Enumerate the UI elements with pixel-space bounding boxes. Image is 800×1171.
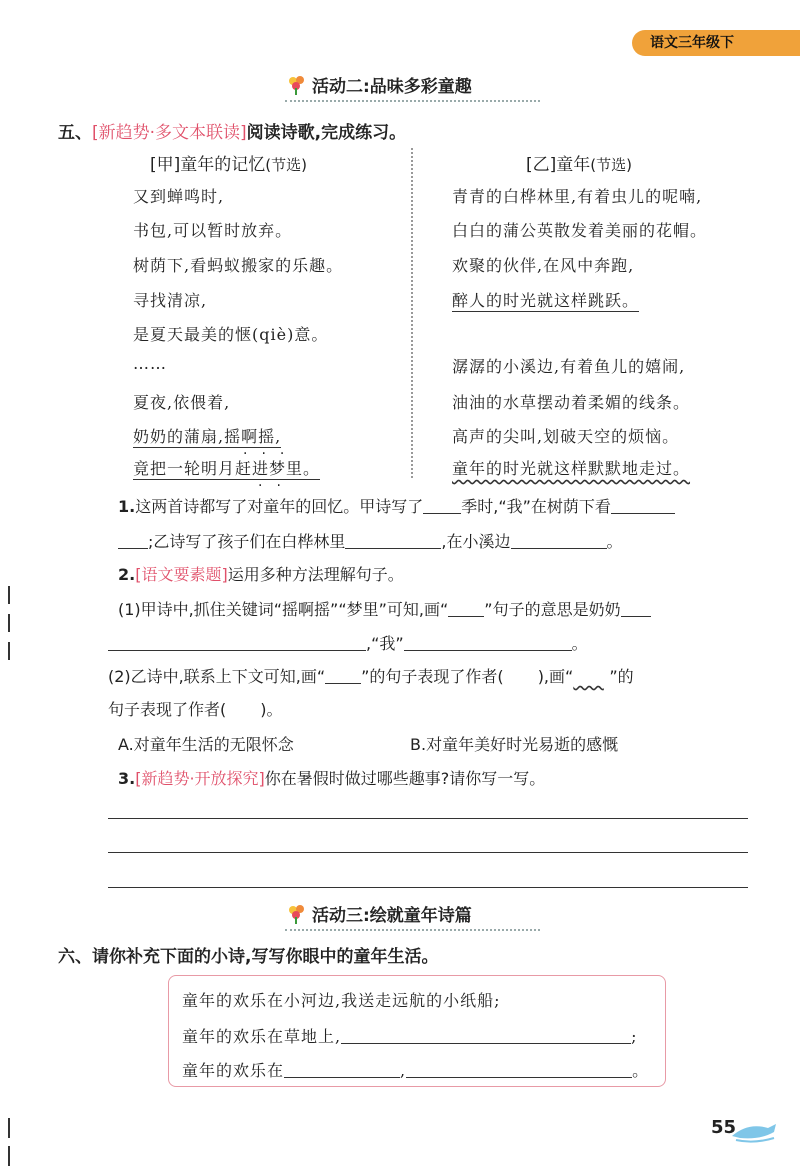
answer-blank[interactable] [511,532,607,549]
answer-blank[interactable] [611,497,675,514]
poem-a-line: 又到蝉鸣时, [133,187,225,206]
poem-a-title-row [150,150,307,175]
poem-a-note: (节选) [265,156,307,174]
sub3-tag: [新趋势·开放探究] [135,769,265,788]
answer-blank[interactable] [621,600,651,617]
q5-sub2-p2-line2 [108,697,283,720]
sub2-text: ”的 [609,667,634,686]
q6-text: 童年的欢乐在草地上, [182,1027,342,1046]
q5-sub2-heading [118,562,404,585]
q5-number: 五、 [58,123,92,143]
q5-tag: [新趋势·多文本联读] [92,123,247,143]
poem-a-title: [甲]童年的记忆 [150,155,266,175]
sub2-num: 2. [118,565,136,584]
poem-b-line-wavy: 童年的时光就这样默默地走过。 [452,459,691,478]
q5-instruction: 阅读诗歌,完成练习。 [246,123,407,143]
q6-line3 [182,1058,649,1081]
answer-blank[interactable] [345,532,441,549]
sub2-text: ),画“ [537,667,574,686]
sub1-text: ,在小溪边 [441,532,511,551]
q5-sub1-line2 [118,529,623,552]
poem-a-line: …… [133,354,167,373]
q5-sub3-heading [118,766,545,789]
poem-b-note: (节选) [590,156,632,174]
divider [285,100,540,102]
margin-mark [8,586,10,604]
sub2-text: (2)乙诗中,联系上下文可知,画“ [108,667,326,686]
sub1-text: 季时,“我”在树荫下看 [461,497,611,516]
grade-tab: 语文三年级下 [632,30,800,56]
option-b: B.对童年美好时光易逝的感慨 [410,735,619,754]
writing-line[interactable] [108,818,748,819]
q6-text: ; [631,1027,638,1046]
margin-mark [8,1118,10,1138]
sub3-text: 你在暑假时做过哪些趣事?请你写一写。 [264,769,546,788]
q6-instruction: 请你补充下面的小诗,写写你眼中的童年生活。 [92,947,439,967]
answer-blank[interactable] [423,497,461,514]
page-number: 55 [710,1117,736,1138]
sub2-text: ,“我” [366,634,404,653]
activity3-title: 活动三:绘就童年诗篇 [312,906,472,926]
answer-blank[interactable] [406,1061,632,1078]
sub2-text: 。 [571,634,588,653]
q6-heading [58,942,438,967]
q5-heading [58,118,406,143]
sub1-text: ;乙诗写了孩子们在白桦林里 [148,532,346,551]
q6-text: , [400,1061,407,1080]
sub3-num: 3. [118,769,136,788]
answer-blank[interactable] [284,1061,400,1078]
poem-a-line: 夏夜,依偎着, [133,393,231,412]
q5-sub2-p1-line2 [108,631,588,654]
answer-blank[interactable] [448,600,484,617]
poem-b-line: 青青的白桦林里,有着虫儿的呢喃, [452,187,703,206]
q6-number: 六、 [58,947,92,967]
sub2-tag: [语文要素题] [135,565,228,584]
sub1-text: 。 [606,532,623,551]
writing-line[interactable] [108,887,748,888]
poem-a-line-underlined: 奶奶的蒲扇,摇啊摇, [133,424,281,448]
sub1-num: 1. [118,497,136,516]
sub2-text: )。 [260,700,283,719]
poem-a-line: 寻找清凉, [133,291,208,310]
option-a: A.对童年生活的无限怀念 [118,735,294,754]
column-divider [411,148,413,478]
emphasis-dots: ··· [243,446,299,462]
poem-a-line-underlined: 竟把一轮明月赶进梦里。 [133,456,320,480]
answer-blank[interactable] [325,667,361,684]
poem-b-line: 潺潺的小溪边,有着鱼儿的嬉闹, [452,357,686,376]
margin-mark [8,642,10,660]
sub2-text: (1)甲诗中,抓住关键词“摇啊摇”“梦里”可知,画“ [118,600,449,619]
sub2-text: ”的句子表现了作者( [361,667,504,686]
poem-a-line: 书包,可以暂时放弃。 [133,221,293,240]
sub2-text: 句子表现了作者( [108,700,227,719]
poem-b-line: 欢聚的伙伴,在风中奔跑, [452,256,635,275]
q6-line2 [182,1024,637,1047]
answer-blank-wavy[interactable] [573,669,609,685]
answer-blank[interactable] [108,634,366,651]
poem-b-line-underlined: 醉人的时光就这样跳跃。 [452,288,639,312]
q6-text: 。 [632,1061,650,1080]
q5-sub1-line1 [118,494,675,517]
poem-a-line: 是夏天最美的惬(qiè)意。 [133,325,329,344]
sub1-text: 这两首诗都写了对童年的回忆。甲诗写了 [135,497,424,516]
poem-b-line: 高声的尖叫,划破天空的烦恼。 [452,427,680,446]
flower-icon [286,903,308,925]
answer-blank[interactable] [341,1027,631,1044]
poem-b-title-row [526,150,632,175]
dolphin-icon [730,1118,780,1144]
margin-mark [8,614,10,632]
margin-mark [8,1146,10,1166]
sub2-text: ”句子的意思是奶奶 [484,600,621,619]
q5-sub2-p1-line1 [118,597,651,620]
divider [285,929,540,931]
flower-icon [286,74,308,96]
activity2-title: 活动二:品味多彩童趣 [312,77,472,97]
poem-b-line: 油油的水草摆动着柔媚的线条。 [452,393,691,412]
sub2-text: 运用多种方法理解句子。 [227,565,404,584]
q6-line1: 童年的欢乐在小河边,我送走远航的小纸船; [182,991,501,1010]
activity3-heading [286,901,472,926]
emphasis-dots: ·· [258,478,295,494]
poem-b-title: [乙]童年 [526,155,591,175]
answer-blank[interactable] [404,634,572,651]
q5-sub2-p2-line1 [108,664,634,687]
poem-a-line: 树荫下,看蚂蚁搬家的乐趣。 [133,256,344,275]
poem-b-line: 白白的蒲公英散发着美丽的花帽。 [452,221,708,240]
activity2-heading [286,72,472,97]
answer-blank[interactable] [118,532,148,549]
q6-text: 童年的欢乐在 [182,1061,285,1080]
writing-line[interactable] [108,852,748,853]
